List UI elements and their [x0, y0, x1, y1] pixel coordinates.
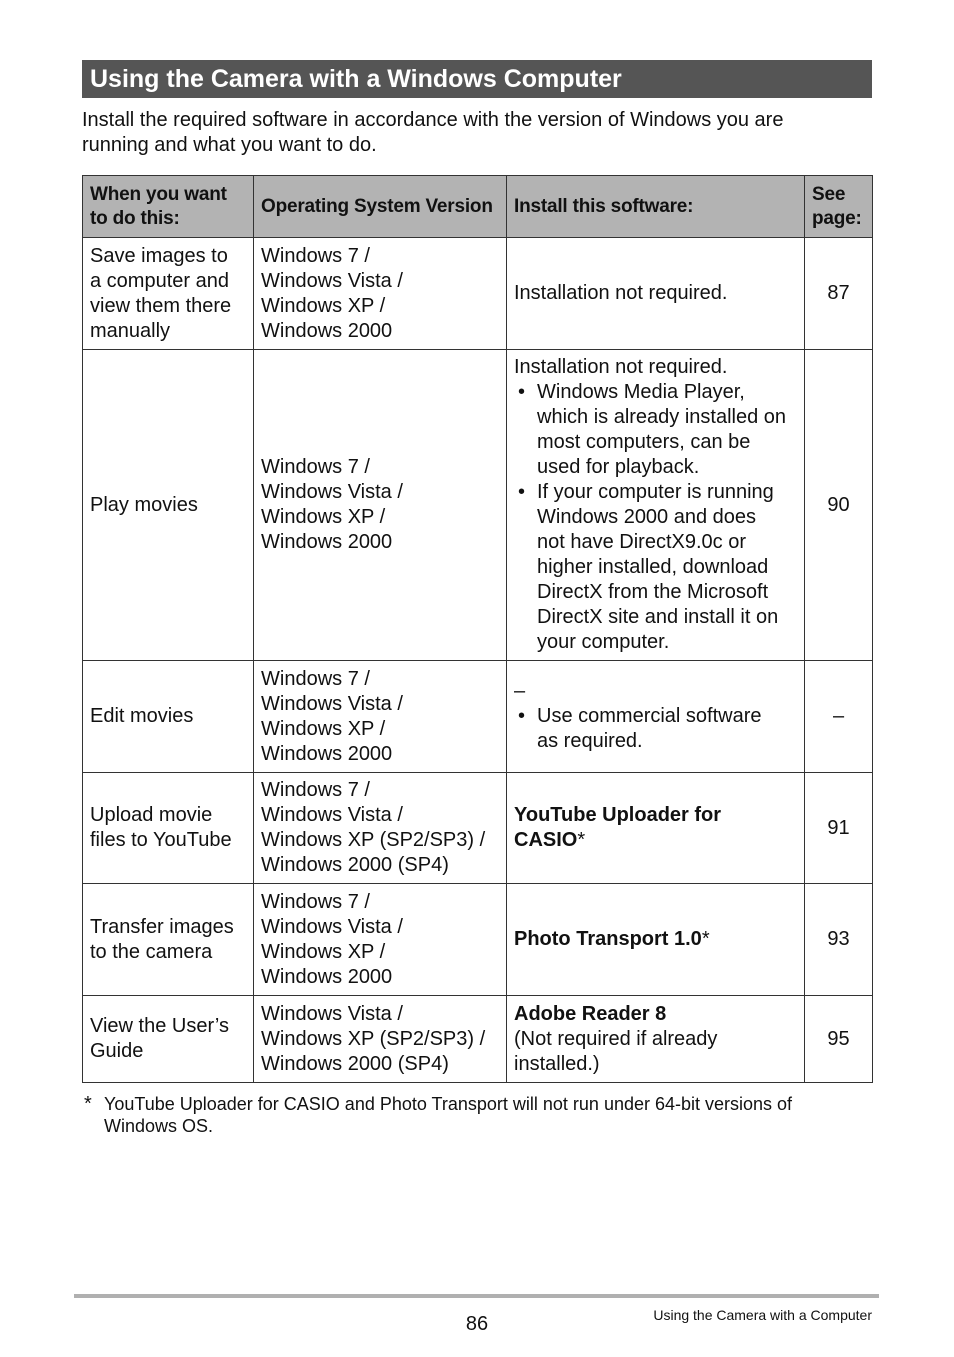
- intro-paragraph: [82, 108, 872, 158]
- footnote-marker: *: [701, 928, 710, 950]
- intro-line: running and what you want to do.: [82, 134, 377, 156]
- table-row: [83, 350, 873, 661]
- cell-software: Adobe Reader 8 (Not required if already installed.): [507, 996, 805, 1083]
- cell-task: Save images to a computer and view them there manually: [83, 238, 254, 350]
- list-item: • Windows Media Player, which is already installed on most computers, can be used for playback.: [514, 380, 797, 480]
- header-os: Operating System Version: [254, 176, 507, 238]
- software-bullet-list: [514, 704, 797, 754]
- footnote: [82, 1093, 872, 1137]
- cell-page: 91: [805, 773, 873, 884]
- intro-line: Install the required software in accordance with the version of Windows you are: [82, 109, 784, 131]
- header-software: Install this software:: [507, 176, 805, 238]
- cell-os: Windows 7 / Windows Vista / Windows XP / Windows 2000: [254, 661, 507, 773]
- software-table: [82, 175, 873, 1083]
- table-row: [83, 996, 873, 1083]
- footnote-marker: *: [84, 1093, 92, 1115]
- cell-software: YouTube Uploader for CASIO*: [507, 773, 805, 884]
- cell-page: –: [805, 661, 873, 773]
- list-item: • Use commercial software as required.: [514, 704, 797, 754]
- cell-software: Installation not required. • Windows Media Player, which is already installed on most computers, can be used for playback. • If your computer is running Windows 2000 and does not have DirectX9.0c or higher installed, download DirectX from the Microsoft DirectX site and install it on your computer.: [507, 350, 805, 661]
- table-row: [83, 238, 873, 350]
- header-page: See page:: [805, 176, 873, 238]
- cell-task: Play movies: [83, 350, 254, 661]
- cell-os: Windows 7 / Windows Vista / Windows XP / Windows 2000: [254, 884, 507, 996]
- list-item: • If your computer is running Windows 2000 and does not have DirectX9.0c or higher installed, download DirectX from the Microsoft DirectX site and install it on your computer.: [514, 480, 797, 655]
- cell-os: Windows 7 / Windows Vista / Windows XP / Windows 2000: [254, 238, 507, 350]
- cell-page: 95: [805, 996, 873, 1083]
- cell-os: Windows Vista / Windows XP (SP2/SP3) / Windows 2000 (SP4): [254, 996, 507, 1083]
- cell-os: Windows 7 / Windows Vista / Windows XP (SP2/SP3) / Windows 2000 (SP4): [254, 773, 507, 884]
- header-task: When you want to do this:: [83, 176, 254, 238]
- cell-task: Edit movies: [83, 661, 254, 773]
- cell-page: 87: [805, 238, 873, 350]
- cell-os: Windows 7 / Windows Vista / Windows XP / Windows 2000: [254, 350, 507, 661]
- table-header-row: [83, 176, 873, 238]
- cell-software: Photo Transport 1.0*: [507, 884, 805, 996]
- footnote-line: Windows OS.: [104, 1116, 214, 1136]
- cell-task: View the User’s Guide: [83, 996, 254, 1083]
- section-title: Using the Camera with a Windows Computer: [82, 60, 872, 98]
- cell-task: Upload movie files to YouTube: [83, 773, 254, 884]
- footnote-marker: *: [577, 829, 586, 851]
- software-bullet-list: [514, 380, 797, 655]
- cell-software: – • Use commercial software as required.: [507, 661, 805, 773]
- cell-page: 93: [805, 884, 873, 996]
- table-row: [83, 884, 873, 996]
- cell-task: Transfer images to the camera: [83, 884, 254, 996]
- page-number: 86: [465, 1313, 489, 1335]
- running-footer-title: Using the Camera with a Computer: [653, 1307, 872, 1323]
- footnote-line: YouTube Uploader for CASIO and Photo Transport will not run under 64-bit versions of: [104, 1094, 793, 1114]
- table-row: [83, 773, 873, 884]
- cell-software: Installation not required.: [507, 238, 805, 350]
- cell-page: 90: [805, 350, 873, 661]
- table-row: [83, 661, 873, 773]
- footer-divider: [74, 1294, 879, 1298]
